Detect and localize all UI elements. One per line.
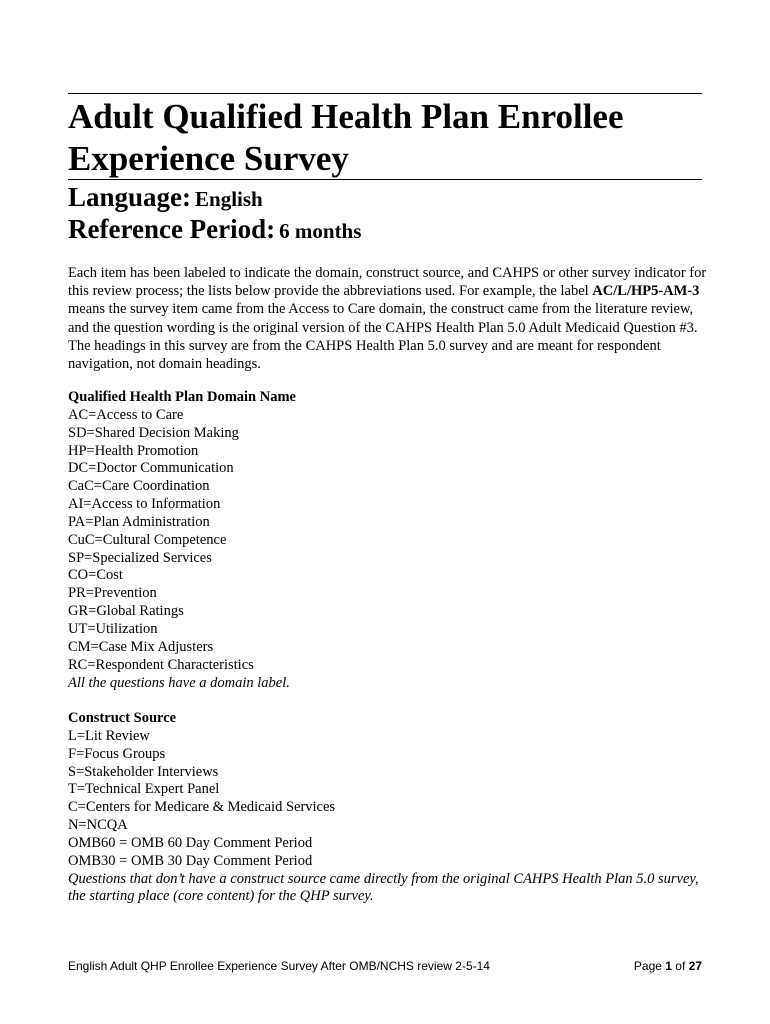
list-item: L=Lit Review (68, 727, 150, 744)
list-item: HP=Health Promotion (68, 442, 199, 459)
list-item: CM=Case Mix Adjusters (68, 638, 214, 655)
footer-document-label: English Adult QHP Enrollee Experience Survey After OMB/NCHS review 2-5-14 (68, 959, 490, 973)
language-value: English (195, 187, 263, 211)
list-item: AI=Access to Information (68, 496, 221, 513)
list-item: GR=Global Ratings (68, 603, 184, 620)
domain-names-heading: Qualified Health Plan Domain Name (68, 389, 296, 405)
page-current: 1 (665, 959, 672, 973)
construct-note: Questions that don’t have a construct source came directly from the original CAHPS Health Plan 5.0 survey, the starting place (core content) for the QHP survey. (68, 870, 699, 905)
list-item: OMB60 = OMB 60 Day Comment Period (68, 834, 313, 851)
document-title: Adult Qualified Health Plan Enrollee Experience Survey (68, 97, 624, 178)
language-line (68, 182, 263, 213)
list-item: CO=Cost (68, 567, 123, 584)
construct-source-section (68, 710, 708, 906)
list-item: PA=Plan Administration (68, 513, 210, 530)
list-item: AC=Access to Care (68, 406, 184, 423)
construct-source-list (68, 728, 708, 871)
construct-source-heading: Construct Source (68, 710, 177, 726)
domain-names-section (68, 389, 708, 692)
list-item: N=NCQA (68, 817, 128, 834)
reference-period-value: 6 months (279, 219, 362, 243)
list-item: UT=Utilization (68, 620, 158, 637)
list-item: RC=Respondent Characteristics (68, 656, 254, 673)
list-item: SP=Specialized Services (68, 549, 212, 566)
list-item: F=Focus Groups (68, 745, 166, 762)
domain-note: All the questions have a domain label. (68, 674, 290, 691)
list-item: CaC=Care Coordination (68, 478, 210, 495)
reference-period-label: Reference Period: (68, 214, 276, 244)
list-item: OMB30 = OMB 30 Day Comment Period (68, 852, 313, 869)
list-item: PR=Prevention (68, 585, 157, 602)
intro-text-1: Each item has been labeled to indicate the domain, construct source, and CAHPS or other survey indicator for this review process; the lists below provide the abbreviations used. For example, the label (68, 265, 707, 300)
list-item: C=Centers for Medicare & Medicaid Services (68, 799, 336, 816)
example-label: AC/L/HP5-AM-3 (592, 283, 700, 300)
page-of: of (671, 959, 689, 973)
page-total: 27 (688, 959, 702, 973)
intro-paragraph (68, 264, 708, 373)
list-item: T=Technical Expert Panel (68, 781, 220, 798)
list-item: S=Stakeholder Interviews (68, 763, 219, 780)
title-underline (68, 179, 702, 180)
language-label: Language: (68, 182, 192, 212)
list-item: DC=Doctor Communication (68, 460, 234, 477)
reference-period-line (68, 214, 361, 245)
domain-names-list (68, 407, 708, 675)
list-item: CuC=Cultural Competence (68, 531, 227, 548)
page-number (634, 958, 702, 974)
page-word: Page (633, 959, 666, 973)
top-rule (68, 93, 702, 94)
list-item: SD=Shared Decision Making (68, 424, 239, 441)
intro-text-2: means the survey item came from the Access to Care domain, the construct came from the literature review, and the question wording is the original version of the CAHPS Health Plan 5.0 Adult Medicaid Question #3. The headings in this survey are from the CAHPS Health Plan 5.0 survey and are meant for respondent navigation, not domain headings. (68, 301, 698, 373)
